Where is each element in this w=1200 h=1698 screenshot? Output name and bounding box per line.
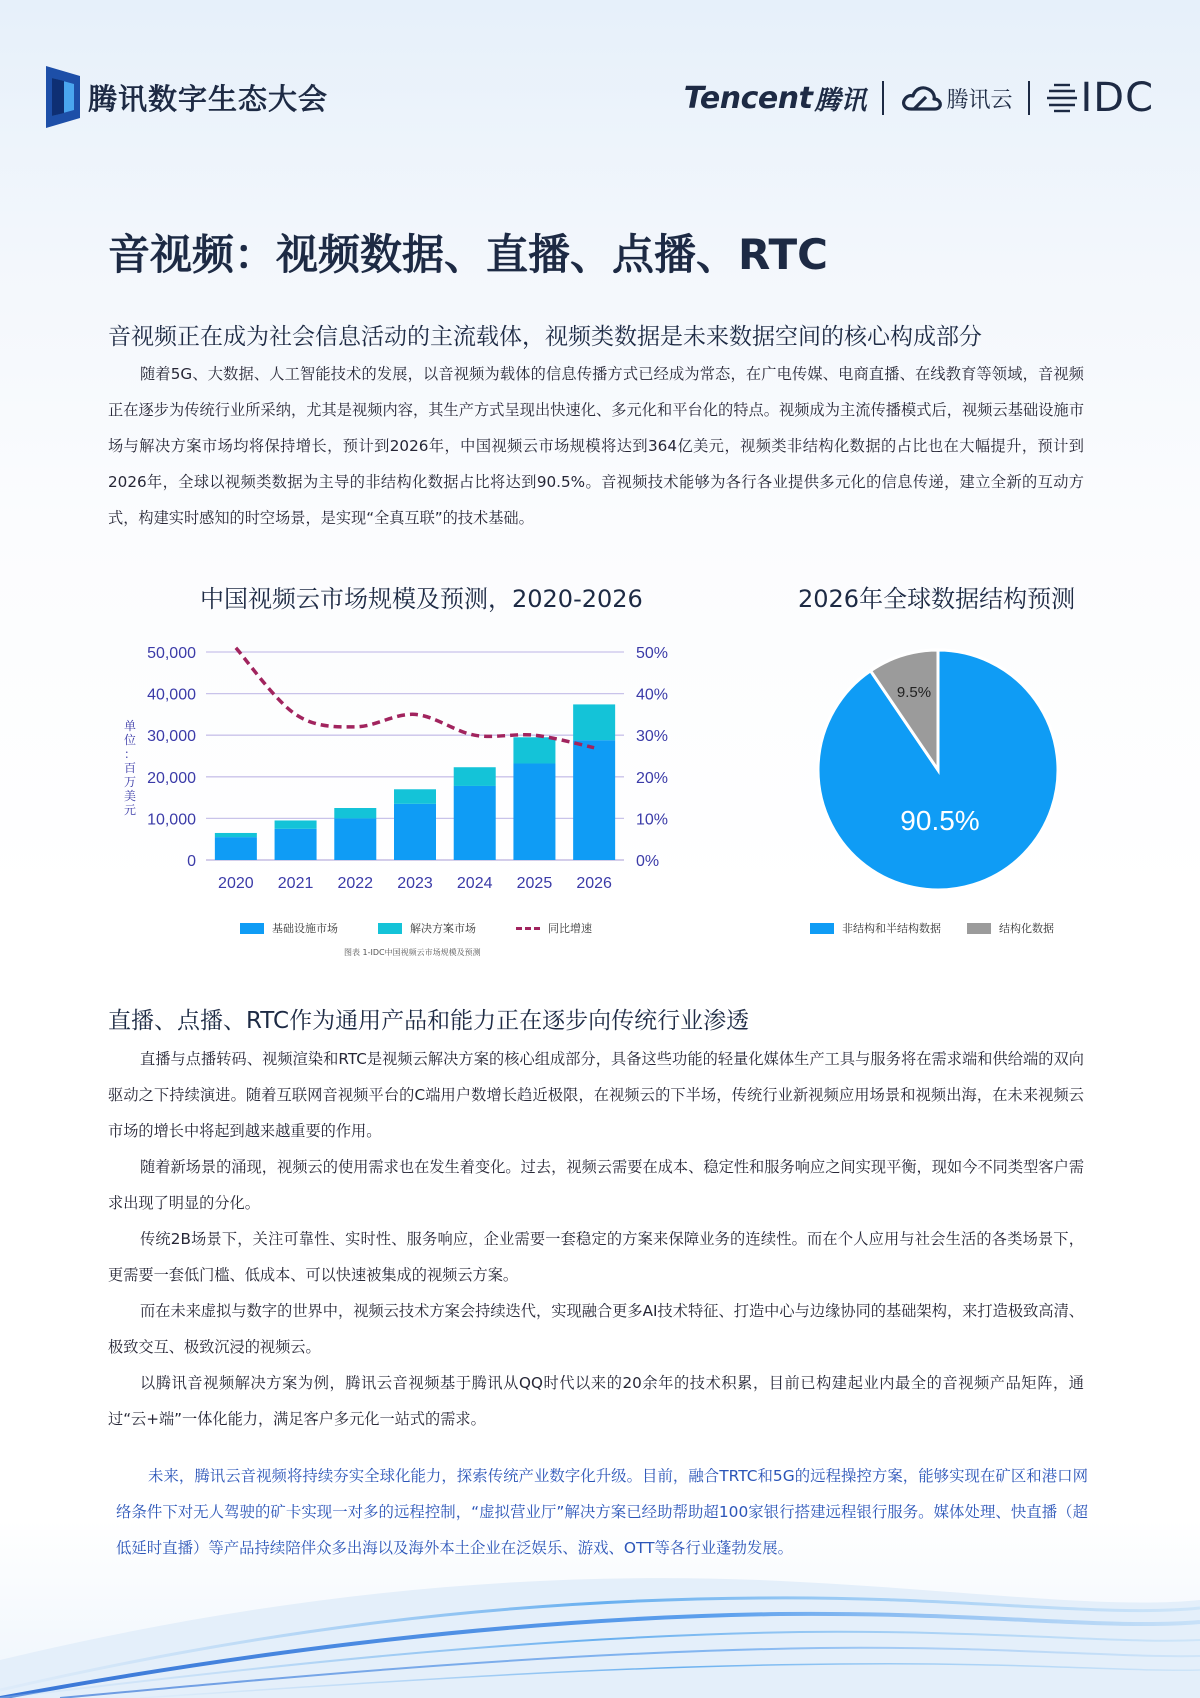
y-tick-label: 10,000 [147,811,196,829]
x-tick-label: 2022 [337,875,374,892]
y-axis-label-char: 元 [123,803,137,817]
pie-chart [800,640,1070,900]
legend-label: 结构化数据 [999,922,1054,935]
partner-logos [684,76,1154,120]
bar-chart-title: 中国视频云市场规模及预测，2020-2026 [200,585,643,613]
legend-item-unstructured [810,920,941,936]
section-2-paragraph: 传统2B场景下，关注可靠性、实时性、服务响应，企业需要一套稳定的方案来保障业务的连续性。而在个人应用与社会生活的各类场景下，更需要一套低门槛、低成本、可以快速被集成的视频云方案。 [108,1230,1084,1284]
decorative-wave [0,1540,1200,1698]
y-axis-label-char: 万 [123,775,137,789]
logo-divider [882,81,884,115]
bar [573,704,615,740]
legend-label: 非结构和半结构数据 [842,922,941,935]
bar [334,808,376,818]
logo-divider [1028,81,1030,115]
y-axis-label-char: 百 [123,761,137,775]
bar [215,837,257,860]
logo-tencent: Tencent [683,80,813,116]
bar [573,740,615,860]
figure-caption: 图表 1-IDC中国视频云市场规模及预测 [344,948,481,957]
bar-chart [110,630,750,900]
legend-item-solution [378,920,476,936]
bar [513,737,555,763]
section-2-paragraph: 以腾讯音视频解决方案为例，腾讯云音视频基于腾讯从QQ时代以来的20余年的技术积累，目前已构建起业内最全的音视频产品矩阵，通过“云+端”一体化能力，满足客户多元化一站式的需求。 [108,1374,1084,1428]
y2-tick-label: 10% [636,811,669,829]
idc-globe-icon [1046,81,1078,115]
legend-swatch [240,923,264,934]
pie-value-label: 9.5% [896,684,932,702]
highlight-paragraph: 未来，腾讯云音视频将持续夯实全球化能力，探索传统产业数字化升级。目前，融合TRTC和5G的远程操控方案，能够实现在矿区和港口网络条件下对无人驾驶的矿卡实现一对多的远程控制，“虚拟营业厅”解决方案已经助帮助超100家银行搭建远程银行服务。媒体处理、快直播（超低延时直播）等产品持续陪伴众多出海以及海外本土企业在泛娱乐、游戏、OTT等各行业蓬勃发展。 [116,1467,1088,1557]
section-2-paragraph: 而在未来虚拟与数字的世界中，视频云技术方案会持续迭代，实现融合更多AI技术特征、打造中心与边缘协同的基础架构，来打造极致高清、极致交互、极致沉浸的视频云。 [108,1302,1084,1356]
section-title-1: 音视频正在成为社会信息活动的主流载体，视频类数据是未来数据空间的核心构成部分 [108,324,982,350]
legend-label: 基础设施市场 [272,922,338,935]
legend-swatch [810,923,834,934]
section-title-2: 直播、点播、RTC作为通用产品和能力正在逐步向传统行业渗透 [108,1008,750,1034]
x-tick-label: 2025 [516,875,553,892]
y2-tick-label: 40% [636,686,669,704]
section-2-paragraph: 随着新场景的涌现，视频云的使用需求也在发生着变化。过去，视频云需要在成本、稳定性和服务响应之间实现平衡，现如今不同类型客户需求出现了明显的分化。 [108,1158,1084,1212]
legend-item-infra [240,920,338,936]
x-tick-label: 2020 [218,875,254,892]
y-tick-label: 0 [187,853,196,870]
y2-tick-label: 0% [636,853,660,870]
cloud-icon [900,83,942,113]
legend-label: 解决方案市场 [410,922,476,935]
growth-line [236,648,594,748]
logo-idc-text: IDC [1080,75,1154,121]
y-axis-label-char: 位 [123,733,137,747]
legend-swatch [378,923,402,934]
y-tick-label: 40,000 [147,686,196,704]
y-axis-label-char: 单 [123,719,137,733]
bar [394,804,436,860]
pie-chart-title: 2026年全球数据结构预测 [798,585,1076,613]
legend-dash-swatch [516,927,540,930]
section-1-paragraph: 随着5G、大数据、人工智能技术的发展，以音视频为载体的信息传播方式已经成为常态，在广电传媒、电商直播、在线教育等领域，音视频正在逐步为传统行业所采纳，尤其是视频内容，其生产方式呈现出快速化、多元化和平台化的特点。视频成为主流传播模式后，视频云基础设施市场与解决方案市场均将保持增长，预计到2026年，中国视频云市场规模将达到364亿美元，视频类非结构化数据的占比也在大幅提升，预计到2026年，全球以视频类数据为主导的非结构化数据占比将达到90.5%。音视频技术能够为各行各业提供多元化的信息传递，建立全新的互动方式，构建实时感知的时空场景，是实现“全真互联”的技术基础。 [108,365,1084,527]
x-tick-label: 2024 [456,875,493,892]
y2-tick-label: 50% [636,645,669,662]
logo-tencent-cn: 腾讯 [814,85,867,116]
bar [215,833,257,837]
page-header [0,0,1200,140]
pie-chart-legend [810,920,1094,936]
y-axis-label-char: ： [123,747,137,761]
bar [513,763,555,860]
x-tick-label: 2021 [277,875,314,892]
y2-tick-label: 20% [636,769,669,787]
logo-cloud-text: 腾讯云 [946,87,1013,113]
section-2-paragraph: 直播与点播转码、视频渲染和RTC是视频云解决方案的核心组成部分，具备这些功能的轻量化媒体生产工具与服务将在需求端和供给端的双向驱动之下持续演进。随着互联网音视频平台的C端用户数增长趋近极限，在视频云的下半场，传统行业新视频应用场景和视频出海，在未来视频云市场的增长中将起到越来越重要的作用。 [108,1050,1084,1140]
bar [454,786,496,860]
x-tick-label: 2026 [576,875,612,892]
bar-chart-legend [240,920,632,936]
pie-value-label: 90.5% [900,805,980,836]
legend-label: 同比增速 [548,922,592,935]
y-axis-label-char: 美 [123,789,137,803]
y-tick-label: 30,000 [147,728,196,746]
brand-name: 腾讯数字生态大会 [88,82,329,116]
page-title: 音视频：视频数据、直播、点播、RTC [108,230,828,279]
legend-item-structured [967,920,1054,936]
y-tick-label: 50,000 [147,645,196,662]
bar [275,820,317,828]
y-tick-label: 20,000 [147,769,196,787]
bar [394,789,436,804]
x-tick-label: 2023 [397,875,433,892]
brand-mark-icon [46,66,80,128]
legend-item-growth [516,920,592,936]
bar [275,829,317,860]
bar [334,818,376,860]
bar [454,767,496,786]
y2-tick-label: 30% [636,728,669,746]
legend-swatch [967,923,991,934]
